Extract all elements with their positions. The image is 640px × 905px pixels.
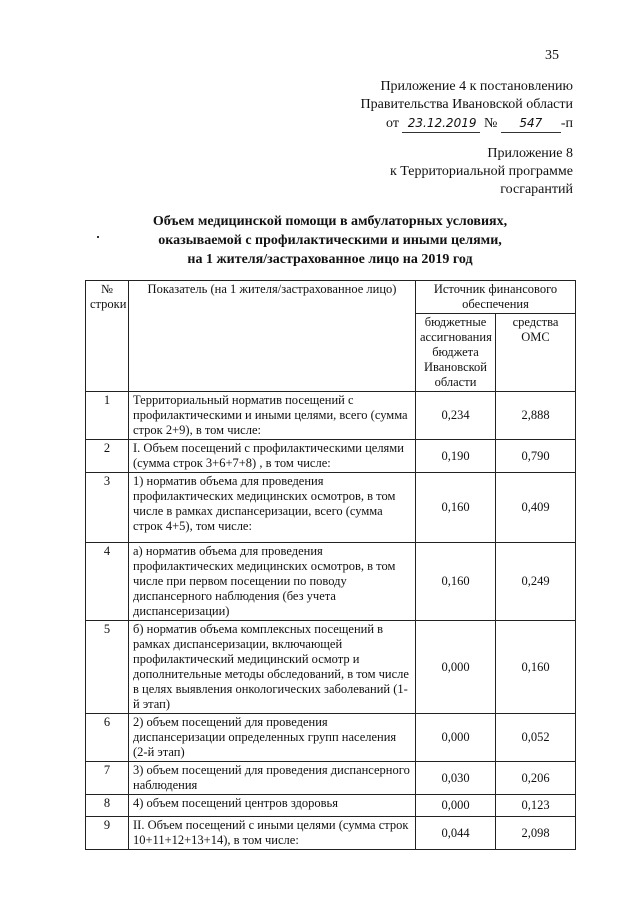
handwritten-date: 23.12.2019 <box>402 114 480 133</box>
number-sign: № <box>483 116 498 131</box>
table-row <box>86 621 576 714</box>
row-number: 4 <box>86 543 129 621</box>
row-indicator: Территориальный норматив посещений с профилактическими и иными целями, всего (сумма строк 2+9), в том числе: <box>129 392 416 440</box>
row-number: 1 <box>86 392 129 440</box>
row-budget-value: 0,000 <box>416 795 496 817</box>
row-number: 6 <box>86 714 129 762</box>
table-row <box>86 795 576 817</box>
row-oms-value: 0,790 <box>496 440 576 473</box>
handwritten-number: 547 <box>501 114 561 133</box>
row-oms-value: 2,098 <box>496 817 576 850</box>
row-indicator: I. Объем посещений с профилактическими целями (сумма строк 3+6+7+8) , в том числе: <box>129 440 416 473</box>
row-number: 7 <box>86 762 129 795</box>
title-line2: оказываемой с профилактическими и иными целями, <box>158 233 502 248</box>
header-source: Источник финансового обеспечения <box>416 281 576 314</box>
row-oms-value: 2,888 <box>496 392 576 440</box>
row-oms-value: 0,123 <box>496 795 576 817</box>
header-oms: средства ОМС <box>496 314 576 392</box>
title-line1: Объем медицинской помощи в амбулаторных условиях, <box>152 214 508 229</box>
appendix-4-line2: Правительства Ивановской области <box>360 97 573 112</box>
table-row <box>86 762 576 795</box>
row-indicator: II. Объем посещений с иными целями (сумма строк 10+11+12+13+14), в том числе: <box>129 817 416 850</box>
title-line3: на 1 жителя/застрахованное лицо на 2019 год <box>187 252 473 267</box>
table-row <box>86 817 576 850</box>
row-budget-value: 0,030 <box>416 762 496 795</box>
header-budget: бюджетные ассигнования бюджета Ивановской области <box>416 314 496 392</box>
row-indicator: б) норматив объема комплексных посещений в рамках диспансеризации, включающей профилактический медицинский осмотр и дополнительные методы обследований, в том числе в целях выявления онкологических заболеваний (1-й этап) <box>129 621 416 714</box>
row-budget-value: 0,044 <box>416 817 496 850</box>
number-suffix: -п <box>560 116 573 131</box>
table-row <box>86 714 576 762</box>
header-indicator: Показатель (на 1 жителя/застрахованное лицо) <box>129 281 416 392</box>
row-indicator: 1) норматив объема для проведения профилактических медицинских осмотров, в том числе в рамках диспансеризации, всего (сумма строк 4+5), том числе: <box>129 473 416 543</box>
row-budget-value: 0,190 <box>416 440 496 473</box>
row-indicator: 2) объем посещений для проведения диспансеризации определенных групп населения (2-й этап) <box>129 714 416 762</box>
row-budget-value: 0,160 <box>416 543 496 621</box>
row-oms-value: 0,206 <box>496 762 576 795</box>
appendix-4-line1: Приложение 4 к постановлению <box>380 79 573 94</box>
row-indicator: 4) объем посещений центров здоровья <box>129 795 416 817</box>
row-budget-value: 0,000 <box>416 621 496 714</box>
row-budget-value: 0,160 <box>416 473 496 543</box>
row-number: 9 <box>86 817 129 850</box>
header-row-number: № строки <box>86 281 129 392</box>
row-indicator: 3) объем посещений для проведения диспансерного наблюдения <box>129 762 416 795</box>
row-number: 3 <box>86 473 129 543</box>
document-title <box>60 212 600 269</box>
row-budget-value: 0,000 <box>416 714 496 762</box>
row-oms-value: 0,052 <box>496 714 576 762</box>
appendix-4-line3 <box>361 114 573 133</box>
appendix-8-line1: Приложение 8 <box>487 146 573 161</box>
table-row <box>86 440 576 473</box>
row-oms-value: 0,409 <box>496 473 576 543</box>
page-number: 35 <box>545 48 559 63</box>
row-number: 2 <box>86 440 129 473</box>
appendix-4-header <box>361 78 573 133</box>
row-oms-value: 0,160 <box>496 621 576 714</box>
table-row <box>86 473 576 543</box>
table-row <box>86 392 576 440</box>
row-oms-value: 0,249 <box>496 543 576 621</box>
appendix-8-line3: госгарантий <box>500 182 573 197</box>
volume-table <box>85 280 576 850</box>
from-label: от <box>386 116 399 131</box>
row-indicator: а) норматив объема для проведения профилактических медицинских осмотров, в том числе при первом посещении по поводу диспансерного наблюдения (без учета диспансеризации) <box>129 543 416 621</box>
row-budget-value: 0,234 <box>416 392 496 440</box>
row-number: 5 <box>86 621 129 714</box>
row-number: 8 <box>86 795 129 817</box>
appendix-8-header <box>390 145 573 199</box>
appendix-8-line2: к Территориальной программе <box>389 164 573 179</box>
table-row <box>86 543 576 621</box>
